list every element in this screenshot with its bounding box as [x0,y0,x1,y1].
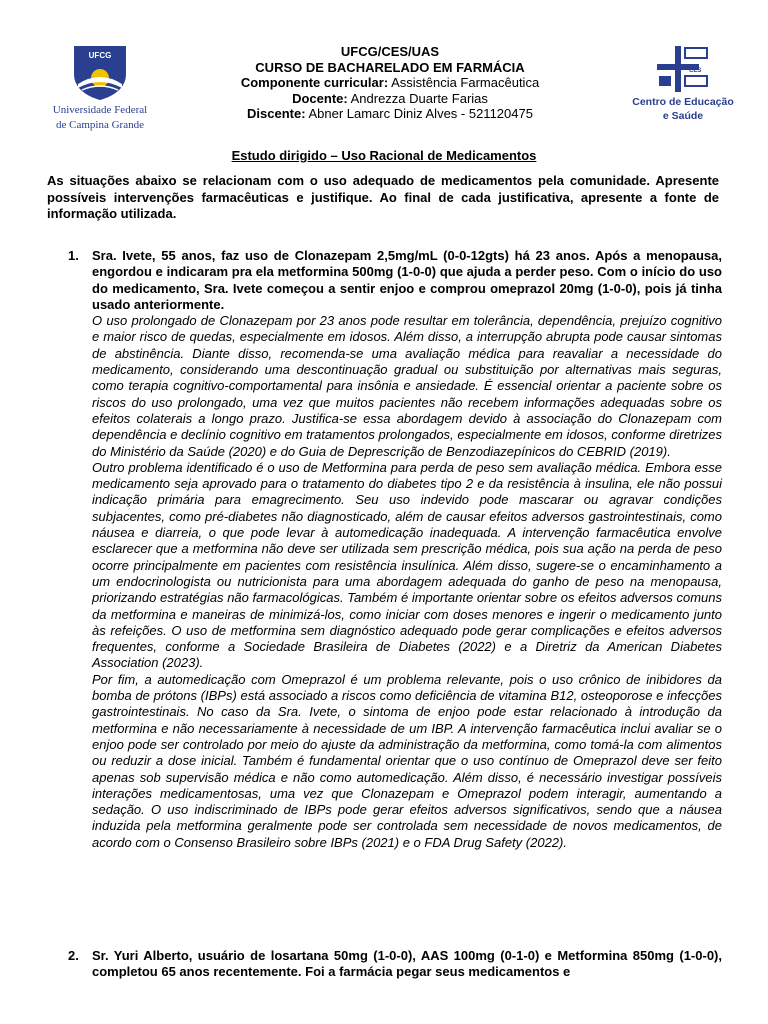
teacher-label: Docente: [292,90,348,106]
question-1 [68,248,722,851]
question-number: 1. [68,248,79,263]
header-student [160,106,620,122]
answer-paragraph-metformina: Outro problema identificado é o uso de Metformina para perda de peso sem avaliação médica. Embora esse medicamento seja aprovado para o tratamento do diabetes tipo 2 e da resistência à insulina, ele não possui indicação primária para emagrecimento. Seu uso indevido pode mascarar ou agravar condições subjacentes, como pré-diabetes não diagnosticado, além de causar efeitos adversos gastrointestinais, como náusea e diarreia, o que pode levar à automedicação inadequada. A intervenção farmacêutica envolve esclarecer que a metformina não deve ser utilizada sem prescrição médica, pois sua ação na perda de peso ocorre principalmente em pacientes com resistência insulínica. Além disso, sugere-se o encaminhamento a um endocrinologista ou nutricionista para uma abordagem adequada do ganho de peso na menopausa, priorizando estratégias não farmacológicas. Também é importante orientar sobre os efeitos adversos comuns da metformina e maneiras de minimizá-los, como iniciar com doses menores e ingerir o medicamento junto às refeições. O uso de metformina sem diagnóstico adequado pode gerar complicações e efeitos adversos frequentes, conforme a Sociedade Brasileira de Diabetes (2022) e a Diretriz da American Diabetes Association (2023). [92,459,722,671]
student-value: Abner Lamarc Diniz Alves - 521120475 [305,106,533,121]
header-institution: UFCG/CES/UAS [340,44,440,59]
ufcg-shield-icon [70,44,130,102]
ces-emblem-icon [655,44,711,94]
ufcg-acronym: UFCG [88,51,112,60]
teacher-value: Andrezza Duarte Farias [347,90,488,106]
question-number: 2. [68,948,79,963]
ces-name-line1: Centro de Educação [632,96,734,108]
component-value: Assistência Farmacêutica [388,75,540,90]
answer-paragraph-clonazepam: O uso prolongado de Clonazepam por 23 anos pode resultar em tolerância, dependência, prejuízo cognitivo e maior risco de quedas, especialmente em idosos. Além disso, a interrupção abrupta pode causar sintomas de abstinência. Diante disso, recomenda-se uma avaliação médica para reavaliar a necessidade do medicamento, considerando uma descontinuação gradual ou substituição por alternativas mais seguras, como terapia cognitivo-comportamental para insônia e ansiedade. É essencial orientar a paciente sobre os riscos do uso prolongado, uma vez que muitos pacientes não recebem informações adequadas sobre os efeitos colaterais a longo prazo. Justifica-se essa abordagem devido à associação do Clonazepam com dependência e declínio cognitivo em tratamentos prolongados, especialmente em idosos, conforme diretrizes do Ministério da Saúde (2020) e do Guia de Deprescrição de Benzodiazepínicos do CEBRID (2019). [92,313,722,459]
question-statement: Sra. Ivete, 55 anos, faz uso de Clonazepam 2,5mg/mL (0-0-12gts) há 23 anos. Após a menopausa, engordou e indicaram pra ela metformina 500mg (1-0-0) que ajuda a perder peso. Com o início do uso do medicamento, Sra. Ivete começou a sentir enjoo e comprou omeprazol 20mg (1-0-0), pois já tinha usado anteriormente. [92,248,722,312]
header-course: CURSO DE BACHARELADO EM FARMÁCIA [255,59,525,75]
question-statement: Sr. Yuri Alberto, usuário de losartana 50mg (1-0-0), AAS 100mg (0-1-0) e Metformina 850mg (1-0-0), completou 65 anos recentemente. Foi a farmácia pegar seus medicamentos e [92,948,722,980]
ces-acronym: CES [689,68,702,74]
question-2 [68,948,722,981]
instructions: As situações abaixo se relacionam com o uso adequado de medicamentos pela comunidade. Apresente possíveis intervenções farmacêuticas e justifique. Ao final de cada justificativa, apresente a fonte de informação utilizada. [47,173,719,221]
ces-logo [628,44,738,122]
header-teacher [160,91,620,107]
component-label: Componente curricular: [240,75,389,90]
document-title: Estudo dirigido – Uso Racional de Medicamentos [231,148,537,163]
document-header [160,44,620,122]
ces-name-line2: e Saúde [662,110,704,122]
ufcg-logo [50,44,150,132]
student-label: Discente: [247,106,306,121]
ufcg-name-line2: de Campina Grande [56,119,144,131]
header-component [160,75,620,91]
ufcg-name-line1: Universidade Federal [52,104,148,116]
answer-paragraph-omeprazol: Por fim, a automedicação com Omeprazol é um problema relevante, pois o uso crônico de inibidores da bomba de prótons (IBPs) está associado a riscos como deficiência de vitamina B12, osteoporose e infecções gastrointestinais. No caso da Sra. Ivete, o sintoma de enjoo pode estar relacionado à introdução da metformina e não necessariamente à necessidade de um IBP. A intervenção farmacêutica inclui avaliar se o enjoo pode ser controlado por meio do ajuste da administração da metformina, como tomá-la com alimentos ou reduzir a dose inicial. Também é fundamental orientar que o uso contínuo de Omeprazol deve ser feito apenas sob supervisão médica e não como automedicação. Além disso, é necessário investigar possíveis interações medicamentosas, uma vez que Clonazepam e Omeprazol podem interagir, aumentando a sedação. O uso indiscriminado de IBPs pode gerar efeitos adversos significativos, sendo que a náusea induzida pela metformina geralmente pode ser controlada sem necessidade de novos medicamentos, de acordo com o Consenso Brasileiro sobre IBPs (2021) e o FDA Drug Safety (2022). [92,671,722,850]
